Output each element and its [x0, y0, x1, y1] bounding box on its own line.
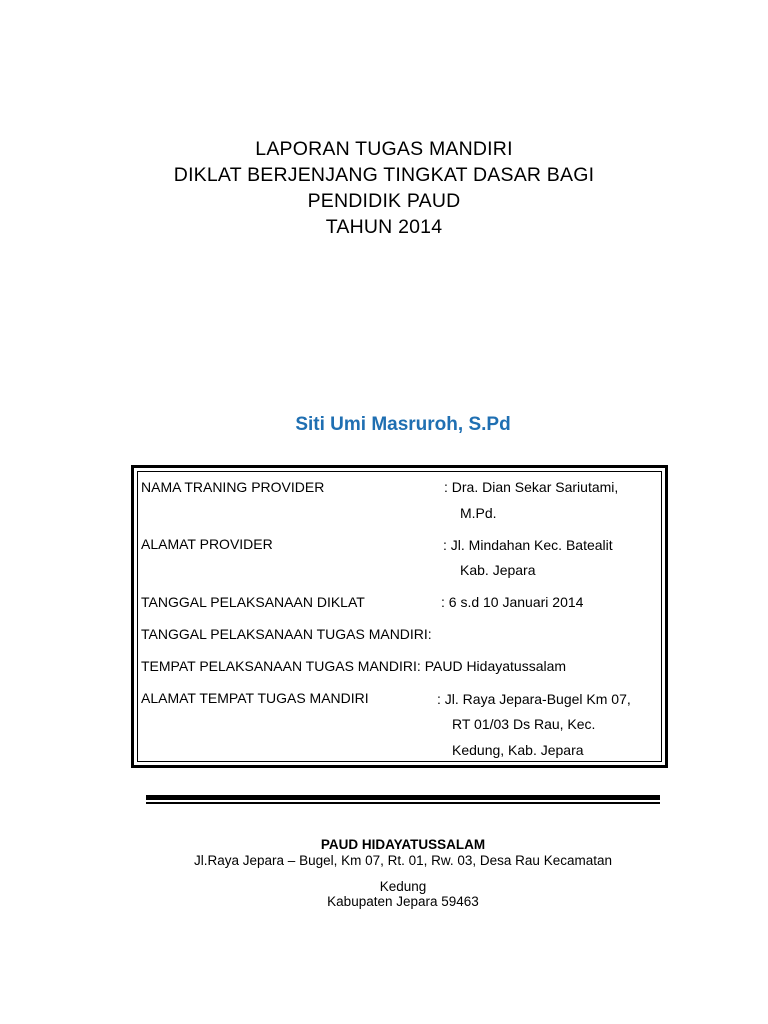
separator-thin — [146, 802, 660, 804]
place-address-value: : Jl. Raya Jepara-Bugel Km 07, — [437, 691, 631, 707]
place-address-value-cont: Kedung, Kab. Jepara — [452, 742, 584, 758]
provider-value-cont: M.Pd. — [460, 505, 497, 521]
place-address-label: ALAMAT TEMPAT TUGAS MANDIRI — [141, 690, 369, 706]
school-address: Jl.Raya Jepara – Bugel, Km 07, Rt. 01, Rw. 03, Desa Rau Kecamatan — [194, 853, 612, 868]
date-diklat-value: : 6 s.d 10 Januari 2014 — [441, 594, 584, 610]
title-line: TAHUN 2014 — [325, 216, 443, 238]
date-mandiri-label: TANGGAL PELAKSANAAN TUGAS MANDIRI: — [141, 626, 432, 642]
provider-label: NAMA TRANING PROVIDER — [141, 479, 325, 495]
title-line: DIKLAT BERJENJANG TINGKAT DASAR BAGI — [173, 164, 595, 186]
address-label: ALAMAT PROVIDER — [141, 536, 273, 552]
school-address-cont: Kedung — [379, 879, 427, 894]
address-value-cont: Kab. Jepara — [460, 562, 536, 578]
address-value: : Jl. Mindahan Kec. Batealit — [443, 537, 613, 553]
separator-thick — [146, 795, 660, 800]
title-line: LAPORAN TUGAS MANDIRI — [255, 138, 513, 160]
place-mandiri: TEMPAT PELAKSANAAN TUGAS MANDIRI: PAUD Hidayatussalam — [141, 658, 567, 674]
provider-value: : Dra. Dian Sekar Sariutami, — [444, 479, 619, 495]
date-diklat-label: TANGGAL PELAKSANAAN DIKLAT — [141, 594, 365, 610]
title-line: PENDIDIK PAUD — [307, 190, 461, 212]
place-address-value-cont: RT 01/03 Ds Rau, Kec. — [452, 716, 596, 732]
author-name: Siti Umi Masruroh, S.Pd — [295, 414, 511, 435]
school-regency: Kabupaten Jepara 59463 — [327, 894, 479, 909]
report-title — [0, 136, 768, 240]
school-name: PAUD HIDAYATUSSALAM — [320, 837, 486, 852]
